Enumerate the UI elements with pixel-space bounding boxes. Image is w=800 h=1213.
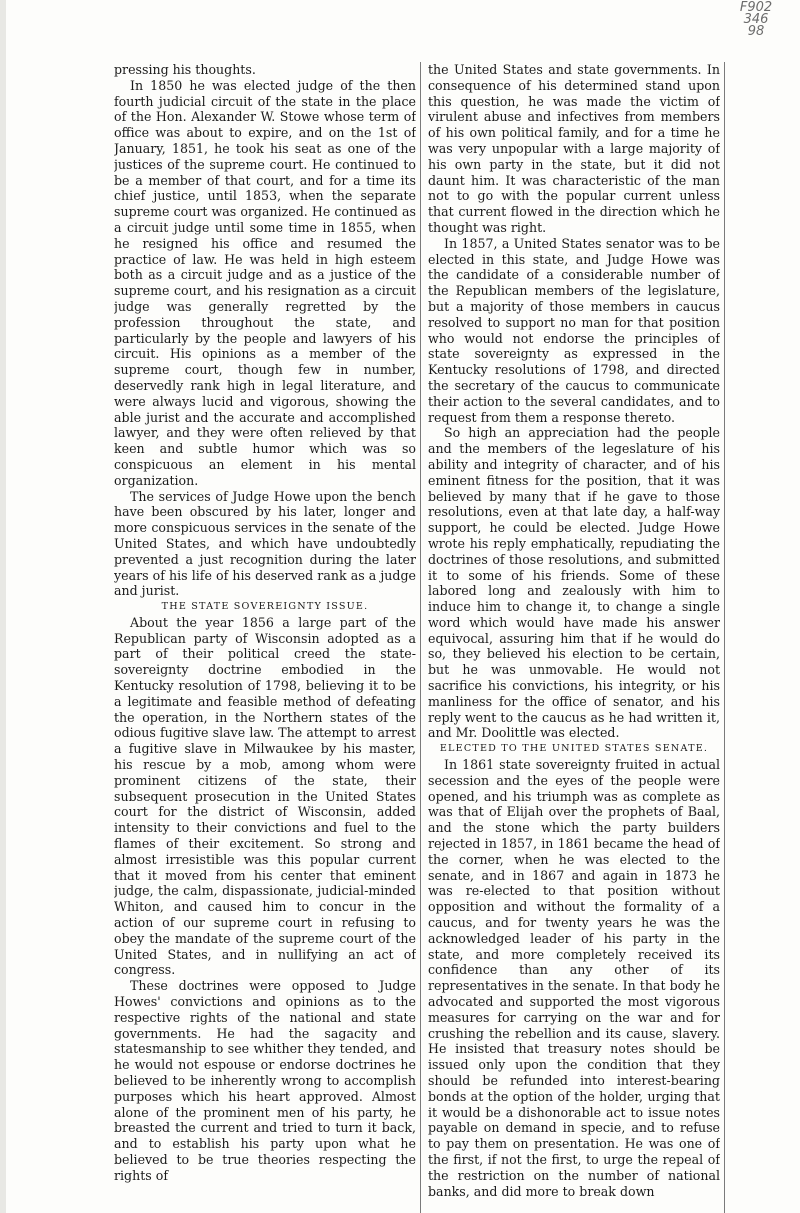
paragraph: About the year 1856 a large part of the Republican party of Wisconsin adopted as a part of their political creed the state-sovereignty doctrine embodied in the Kentucky resolution of 1798, believing it to be a legitimate and feasible method of defeating the operation, in the Northern states of the odious fugitive slave law. The attempt to arrest a fugitive slave in Milwaukee by his master, his rescue by a mob, among whom were prominent citizens of the state, their subsequent prosecution in the United States court for the district of Wisconsin, added intensity to their convictions and fuel to the flames of their excitement. So strong and almost irresistible was this popular current that it moved from his center that eminent judge, the calm, dispassionate, judicial-minded Whiton, and caused him to concur in the action of our supreme court in refusing to obey the mandate of the supreme court of the United States, and in nullifying an act of congress. (114, 614, 416, 978)
paragraph: In 1857, a United States senator was to be elected in this state, and Judge Howe was the candidate of a considerable number of the Republican members of the legislature, but a majority of those members in caucus resolved to support no man for that position who would not endorse the principles of state sovereignty as expressed in the Kentucky resolutions of 1798, and directed the secretary of the caucus to communicate their action to the several candidates, and to request from them a response thereto. (428, 235, 720, 425)
paragraph: the United States and state governments. In consequence of his determined stand upon this question, he was made the victim of virulent abuse and infectives from members of his own political family, and for a time he was very unpopular with a large majority of his own party in the state, but it did not daunt him. It was characteristic of the man not to go with the popular current unless that current flowed in the direction which he thought was right. (428, 62, 720, 235)
paragraph: In 1850 he was elected judge of the then fourth judicial circuit of the state in the place of the Hon. Alexander W. Stowe whose term of office was about to expire, and on the 1st of January, 1851, he took his seat as one of the justices of the supreme court. He continued to be a member of that court, and for a time its chief justice, until 1853, when the separate supreme court was organized. He continued as a circuit judge until some time in 1855, when he resigned his office and resumed the practice of law. He was held in high esteem both as a circuit judge and as a justice of the supreme court, and his resignation as a circuit judge was generally regretted by the profession throughout the state, and particularly by the people and lawyers of his circuit. His opinions as a member of the supreme court, though few in number, deservedly rank high in legal literature, and were always lucid and vigorous, showing the able jurist and the accurate and accomplished lawyer, and they were often relieved by that keen and subtle humor which was so conspicuous an element in his mental organization. (114, 77, 416, 488)
section-heading: THE STATE SOVEREIGNTY ISSUE. (161, 601, 369, 613)
column-divider (420, 62, 421, 1213)
catalog-annotation (726, 2, 786, 38)
paragraph: So high an appreciation had the people and the members of the legeslature of his ability and integrity of character, and of his eminent fitness for the position, that it was believed by many that if he gave to those resolutions, even at that late day, a half-way support, he could be elected. Judge Howe wrote his reply emphatically, repudiating the doctrines of those resolutions, and submitted it to some of his friends. Some of these labored long and zealously with him to induce him to change it, to change a single word which would have made his answer equivocal, assuring him that if he would do so, they believed his election to be certain, but he was unmovable. He would not sacrifice his convictions, his integrity, or his manliness for the office of senator, and his reply went to the caucus as he had written it, and Mr. Doolittle was elected. (428, 425, 720, 741)
paragraph: In 1861 state sovereignty fruited in actual secession and the eyes of the people were opened, and his triumph was as complete as was that of Elijah over the prophets of Baal, and the stone which the party builders rejected in 1857, in 1861 became the head of the corner, when he was elected to the senate, and in 1867 and again in 1873 he was re-elected to that position without opposition and without the formality of a caucus, and for twenty years he was the acknowledged leader of his party in the state, and more completely received its confidence than any other of its representatives in the senate. In that body he advocated and supported the most vigorous measures for carrying on the war and for crushing the rebellion and its cause, slavery. He insisted that treasury notes should be issued only upon the condition that they should be refunded into interest-bearing bonds at the option of the holder, urging that it would be a dishonorable act to issue notes payable on demand in specie, and to refuse to pay them on presentation. He was one of the first, if not the first, to urge the repeal of the restriction on the number of national banks, and did more to break down (428, 757, 720, 1199)
catalog-line-3: 98 (747, 24, 765, 39)
left-column (114, 62, 416, 1213)
scan-edge (0, 0, 6, 1213)
column-divider-right (724, 62, 725, 1213)
catalog-line-2: 346 (743, 12, 769, 27)
paragraph: The services of Judge Howe upon the bench have been obscured by his later, longer and more conspicuous services in the senate of the United States, and which have undoubtedly prevented a just recognition during the later years of his life of his deserved rank as a judge and jurist. (114, 488, 416, 599)
catalog-line-1: F902 (739, 0, 773, 15)
right-column (428, 62, 720, 1213)
section-heading: ELECTED TO THE UNITED STATES SENATE. (439, 743, 709, 755)
paragraph: pressing his thoughts. (114, 62, 256, 77)
paragraph: These doctrines were opposed to Judge Howes' convictions and opinions as to the respective rights of the national and state governments. He had the sagacity and statesmanship to see whither they tended, and he would not espouse or endorse doctrines he believed to be inherently wrong to accomplish purposes which his heart approved. Almost alone of the prominent men of his party, he breasted the current and tried to turn it back, and to establish his party upon what he believed to be true theories respecting the rights of (114, 978, 416, 1183)
